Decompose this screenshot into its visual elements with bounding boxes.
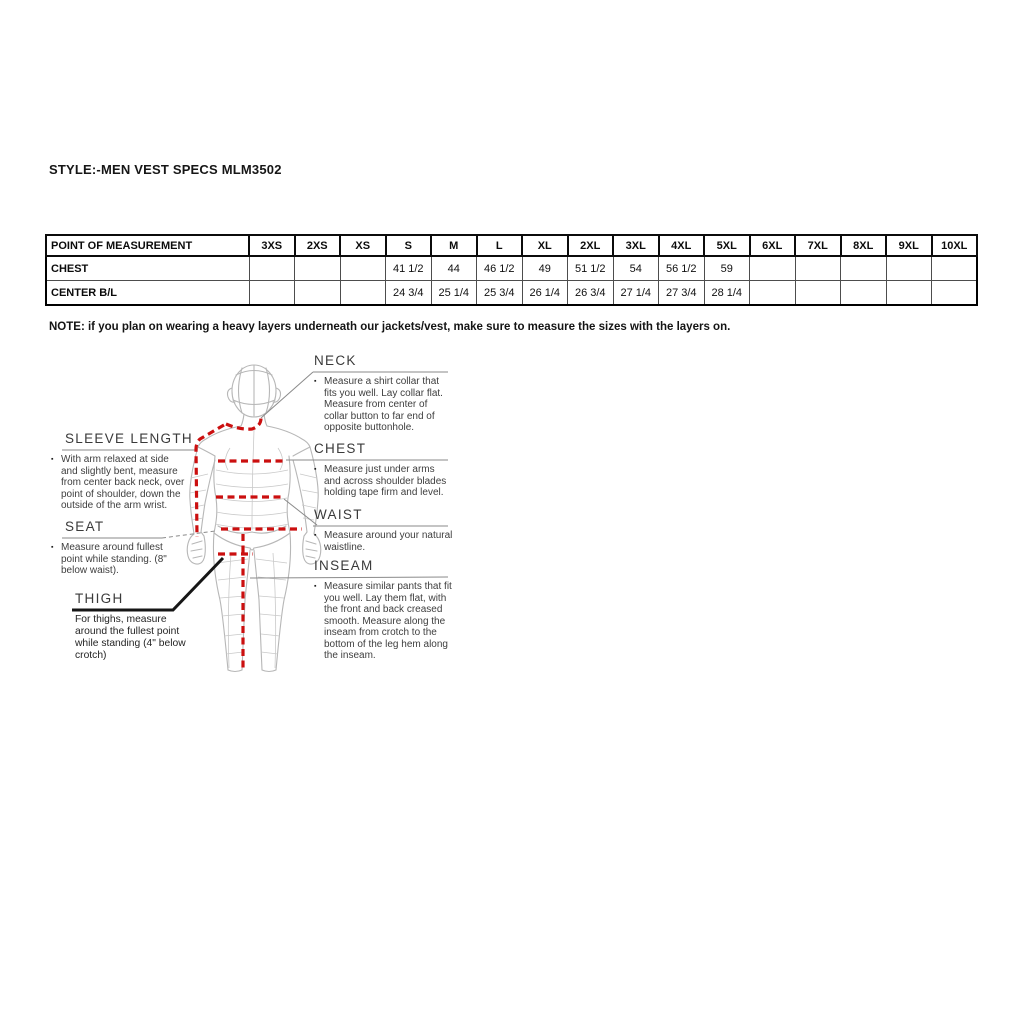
table-header-cell: S [386,235,432,256]
bullet-icon: ▪ [51,456,54,463]
sleeve-length-section-title: SLEEVE LENGTH [65,431,193,446]
table-header-cell: M [431,235,477,256]
table-cell [841,256,887,281]
inseam-section-text: Measure similar pants that fit you well. Lay them flat, with the front and back creased smooth. Measure along the inseam from crotch to the bottom of the leg hem along the inseam. [324,581,452,661]
seat-section-text: Measure around fullest point while standing. (8" below waist). [61,542,167,576]
waist-section-title: WAIST [314,507,363,522]
table-cell [295,281,341,306]
table-cell: 46 1/2 [477,256,523,281]
table-header-cell: L [477,235,523,256]
neck-section [314,353,454,434]
table-cell: 56 1/2 [659,256,705,281]
chest-section-title: CHEST [314,441,367,456]
table-cell: 24 3/4 [386,281,432,306]
bullet-icon: ▪ [314,466,317,473]
table-cell: 26 3/4 [568,281,614,306]
table-row [46,256,977,281]
page-title: STYLE:-MEN VEST SPECS MLM3502 [49,162,282,177]
table-cell [841,281,887,306]
table-header-cell: 3XS [249,235,295,256]
measure-lines [196,418,302,670]
table-header-cell: 10XL [932,235,978,256]
table-cell [295,256,341,281]
seat-section [51,519,187,577]
table-header-cell: 4XL [659,235,705,256]
table-cell: 44 [431,256,477,281]
table-header-cell: 6XL [750,235,796,256]
table-cell: 27 3/4 [659,281,705,306]
table-cell [750,256,796,281]
table-cell [886,281,932,306]
table-header-cell: XS [340,235,386,256]
row-label-cell: CHEST [46,256,249,281]
sleeve-length-section [51,431,193,512]
body-wireframe [187,365,321,672]
table-header-cell: 7XL [795,235,841,256]
table-row [46,281,977,306]
size-measurement-table [45,234,978,306]
table-cell: 49 [522,256,568,281]
table-header-cell: 9XL [886,235,932,256]
table-cell: 26 1/4 [522,281,568,306]
measurement-diagram [40,348,500,698]
thigh-section-title: THIGH [75,591,124,606]
table-header-cell: XL [522,235,568,256]
seat-section-title: SEAT [65,519,105,534]
table-cell: 41 1/2 [386,256,432,281]
neck-section-text: Measure a shirt collar that fits you well. Lay collar flat. Measure from center of collar button to far end of opposite buttonhole. [324,376,443,433]
table-cell: 25 1/4 [431,281,477,306]
table-cell [750,281,796,306]
thigh-section [51,591,187,662]
bullet-icon: ▪ [51,544,54,551]
table-cell [795,256,841,281]
table-header-cell: 2XL [568,235,614,256]
inseam-section-title: INSEAM [314,558,374,573]
waist-section-text: Measure around your natural waistline. [324,530,453,553]
table-cell: 25 3/4 [477,281,523,306]
table-cell [249,256,295,281]
inseam-section [314,558,454,662]
thigh-section-text: For thighs, measure around the fullest point while standing (4" below crotch) [75,614,186,661]
table-cell [249,281,295,306]
table-cell: 28 1/4 [704,281,750,306]
chest-section [314,441,454,499]
table-cell [795,281,841,306]
table-cell [340,281,386,306]
table-cell: 27 1/4 [613,281,659,306]
table-header-cell: 5XL [704,235,750,256]
bullet-icon: ▪ [314,378,317,385]
table-cell [340,256,386,281]
neck-section-title: NECK [314,353,357,368]
table-cell: 54 [613,256,659,281]
bullet-icon: ▪ [314,532,317,539]
note-text: NOTE: if you plan on wearing a heavy layers underneath our jackets/vest, make sure to measure the sizes with the layers on. [49,321,731,333]
waist-section [314,507,454,553]
table-cell [886,256,932,281]
table-cell [932,256,978,281]
table-cell: 51 1/2 [568,256,614,281]
table-header-cell: 8XL [841,235,887,256]
row-label-cell: CENTER B/L [46,281,249,306]
table-cell: 59 [704,256,750,281]
table-cell [932,281,978,306]
table-header-cell: 2XS [295,235,341,256]
sleeve-length-section-text: With arm relaxed at side and slightly bent, measure from center back neck, over point of shoulder, down the outside of the arm wrist. [61,454,185,511]
table-header-cell: POINT OF MEASUREMENT [46,235,249,256]
table-header-cell: 3XL [613,235,659,256]
chest-section-text: Measure just under arms and across shoulder blades holding tape firm and level. [324,464,447,498]
bullet-icon: ▪ [314,583,317,590]
